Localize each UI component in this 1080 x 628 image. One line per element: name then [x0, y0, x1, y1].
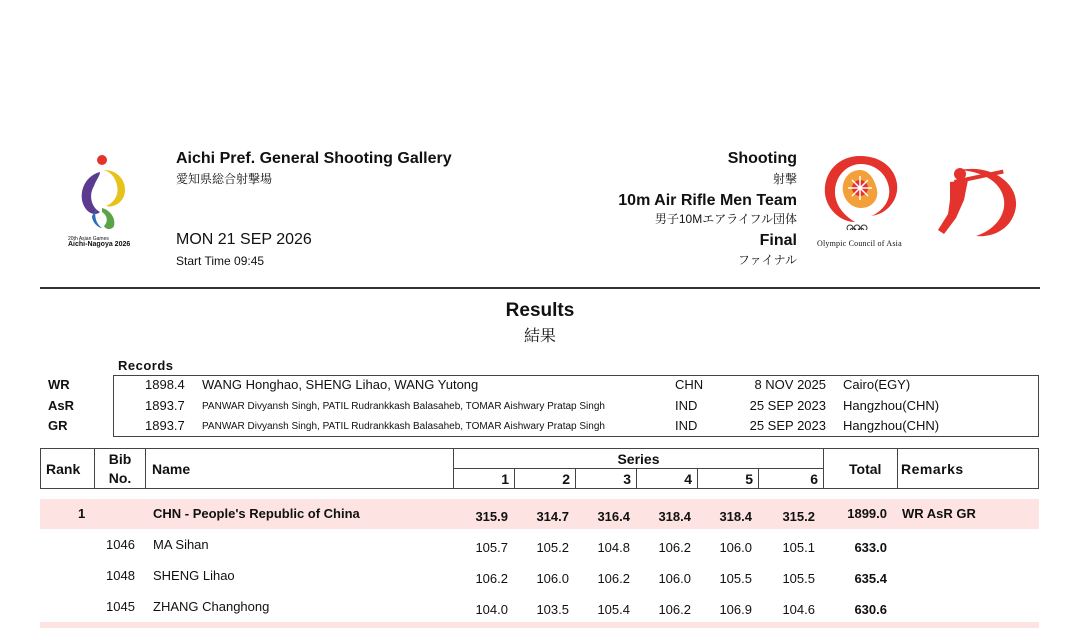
record-score: 1893.7	[145, 418, 185, 433]
bib-header: Bib	[108, 451, 132, 467]
athlete-series-6: 104.6	[782, 602, 815, 617]
event-name-jp: 男子10Mエアライフル団体	[654, 212, 797, 226]
series-header: Series	[617, 451, 660, 467]
series-number: 6	[810, 471, 818, 487]
athlete-row	[0, 568, 1080, 588]
header-divider	[40, 287, 1040, 289]
team-series-6: 315.2	[782, 509, 815, 524]
sport-name-jp: 射撃	[772, 172, 797, 186]
team-total: 1899.0	[847, 506, 887, 521]
asian-games-logo	[66, 150, 146, 250]
remarks-header: Remarks	[901, 461, 964, 477]
athlete-total: 633.0	[854, 540, 887, 555]
record-type: WR	[48, 377, 70, 392]
team-series-5: 318.4	[719, 509, 752, 524]
athlete-series-1: 106.2	[475, 571, 508, 586]
record-noc: IND	[675, 398, 698, 413]
athlete-series-3: 106.2	[597, 571, 630, 586]
shooting-pictogram	[930, 160, 1020, 240]
athlete-series-6: 105.5	[782, 571, 815, 586]
team-rank: 1	[78, 506, 86, 521]
total-header: Total	[849, 461, 882, 477]
athlete-series-4: 106.2	[658, 602, 691, 617]
series-number: 3	[623, 471, 631, 487]
record-score: 1893.7	[145, 398, 185, 413]
record-row-wr	[0, 377, 1080, 397]
team-series-3: 316.4	[597, 509, 630, 524]
athlete-series-1: 104.0	[475, 602, 508, 617]
athlete-bib: 1046	[106, 537, 135, 552]
athlete-series-6: 105.1	[782, 540, 815, 555]
athlete-series-1: 105.7	[475, 540, 508, 555]
athlete-series-4: 106.2	[658, 540, 691, 555]
start-time: Start Time 09:45	[176, 254, 265, 268]
record-noc: IND	[675, 418, 698, 433]
record-place: Hangzhou(CHN)	[843, 418, 940, 433]
rank-header: Rank	[46, 461, 81, 477]
athlete-total: 635.4	[854, 571, 887, 586]
record-type: AsR	[48, 398, 75, 413]
record-row-asr	[0, 398, 1080, 418]
oca-logo-text: Olympic Council of Asia	[817, 239, 902, 248]
rifle-shooter-icon	[930, 160, 1020, 240]
series-number: 4	[684, 471, 692, 487]
athlete-bib: 1045	[106, 599, 135, 614]
series-number: 2	[562, 471, 570, 487]
record-row-gr	[0, 418, 1080, 438]
athlete-name: MA Sihan	[153, 537, 209, 552]
games-logo-text-2: Aichi-Nagoya 2026	[68, 241, 131, 248]
athlete-series-2: 105.2	[536, 540, 569, 555]
athlete-row	[0, 537, 1080, 557]
record-date: 25 SEP 2023	[749, 418, 826, 433]
team-row	[0, 506, 1080, 526]
record-noc: CHN	[675, 377, 704, 392]
event-date: MON 21 SEP 2026	[176, 231, 312, 248]
event-name: 10m Air Rifle Men Team	[618, 192, 797, 209]
athlete-series-5: 106.9	[719, 602, 752, 617]
asian-games-emblem-icon	[66, 150, 146, 250]
athlete-series-2: 103.5	[536, 602, 569, 617]
oca-emblem-icon	[815, 150, 905, 230]
athlete-row	[0, 599, 1080, 619]
results-table-header	[40, 448, 1039, 489]
series-number: 1	[501, 471, 509, 487]
records-label: Records	[118, 358, 174, 373]
phase-name-jp: ファイナル	[737, 253, 797, 267]
series-number: 5	[745, 471, 753, 487]
results-title-jp: 結果	[523, 328, 556, 345]
athlete-series-2: 106.0	[536, 571, 569, 586]
athlete-series-3: 104.8	[597, 540, 630, 555]
next-team-row-band	[40, 622, 1039, 628]
name-header: Name	[152, 461, 191, 477]
games-logo-text-1: 20th Asian Games	[68, 236, 109, 242]
phase-name: Final	[759, 232, 797, 249]
team-name: CHN - People's Republic of China	[153, 506, 360, 521]
record-date: 8 NOV 2025	[754, 377, 826, 392]
results-title: Results	[505, 300, 575, 321]
athlete-series-5: 106.0	[719, 540, 752, 555]
team-remarks: WR AsR GR	[902, 506, 976, 521]
oca-logo	[815, 150, 905, 250]
team-series-1: 315.9	[475, 509, 508, 524]
athlete-name: ZHANG Changhong	[153, 599, 270, 614]
athlete-total: 630.6	[854, 602, 887, 617]
record-holders: PANWAR Divyansh Singh, PATIL Rudrankkash Balasaheb, TOMAR Aishwary Pratap Singh	[202, 421, 605, 432]
athlete-series-4: 106.0	[658, 571, 691, 586]
team-series-4: 318.4	[658, 509, 691, 524]
athlete-series-3: 105.4	[597, 602, 630, 617]
record-place: Cairo(EGY)	[843, 377, 911, 392]
record-date: 25 SEP 2023	[749, 398, 826, 413]
record-score: 1898.4	[145, 377, 185, 392]
venue-name-jp: 愛知県総合射撃場	[176, 172, 273, 186]
venue-name: Aichi Pref. General Shooting Gallery	[176, 150, 452, 167]
sport-name: Shooting	[727, 150, 797, 167]
record-type: GR	[48, 418, 68, 433]
record-holders: WANG Honghao, SHENG Lihao, WANG Yutong	[202, 377, 479, 392]
record-holders: PANWAR Divyansh Singh, PATIL Rudrankkash Balasaheb, TOMAR Aishwary Pratap Singh	[202, 401, 605, 412]
record-place: Hangzhou(CHN)	[843, 398, 940, 413]
team-series-2: 314.7	[536, 509, 569, 524]
athlete-bib: 1048	[106, 568, 135, 583]
bib-no-header: No.	[108, 470, 132, 486]
athlete-series-5: 105.5	[719, 571, 752, 586]
athlete-name: SHENG Lihao	[153, 568, 235, 583]
